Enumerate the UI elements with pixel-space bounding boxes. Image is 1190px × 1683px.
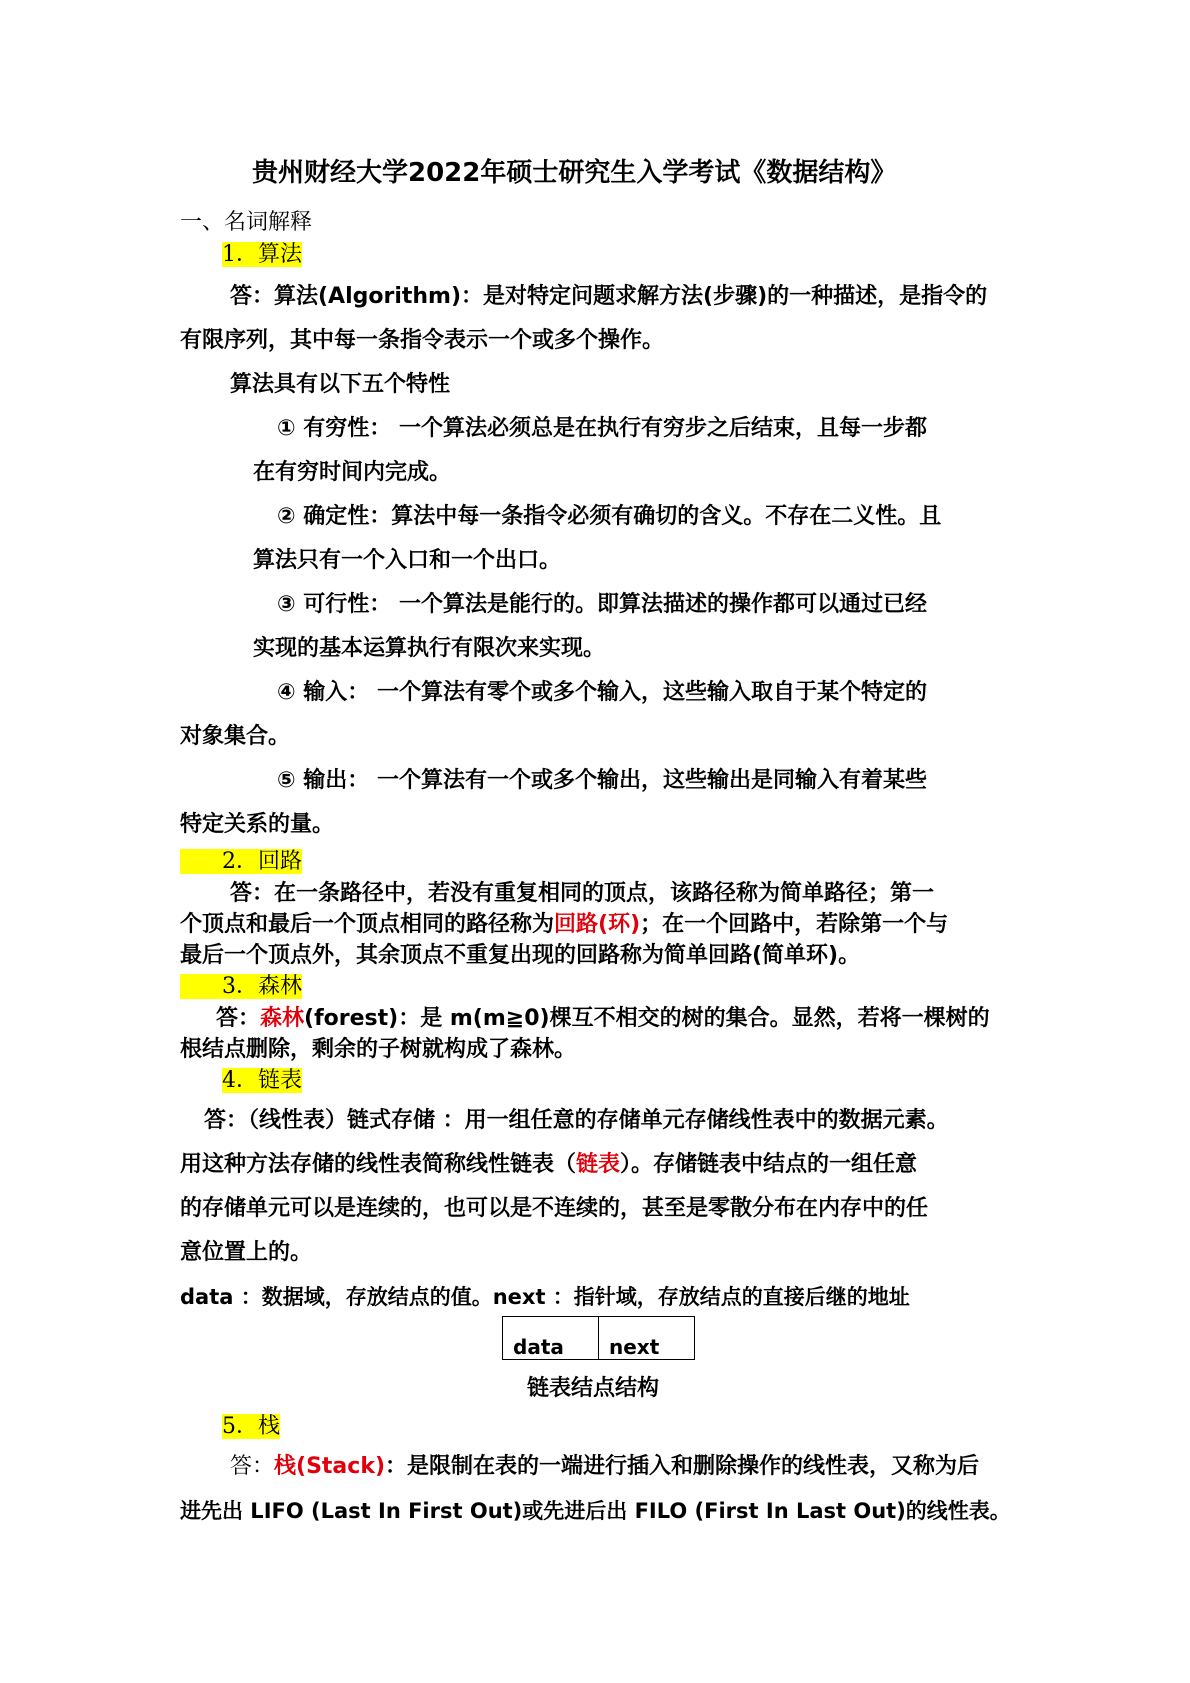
answer-text: (forest)：是 m(m≧0)棵互不相交的树的集合。显然，若将一棵树的: [304, 1006, 990, 1031]
field-description: data ：数据域，存放结点的值。next ：指针域，存放结点的直接后继的地址: [180, 1285, 910, 1309]
answer-line: 答：算法(Algorithm)：是对特定问题求解方法(步骤)的一种描述，是指令的: [230, 284, 988, 309]
key-term: 链表: [576, 1152, 621, 1177]
node-cell-data: data: [503, 1317, 599, 1360]
answer-line: 有限序列，其中每一条指令表示一个或多个操作。: [180, 328, 665, 353]
property-line: ③ 可行性： 一个算法是能行的。即算法描述的操作都可以通过已经: [277, 592, 927, 617]
answer-line: [216, 1004, 990, 1034]
property-line: ① 有穷性： 一个算法必须总是在执行有穷步之后结束，且每一步都: [277, 416, 927, 441]
property-line: ④ 输入： 一个算法有零个或多个输入，这些输入取自于某个特定的: [277, 680, 927, 705]
answer-line: 答：（线性表）链式存储 ：用一组任意的存储单元存储线性表中的数据元素。: [204, 1108, 949, 1133]
answer-line: 意位置上的。: [180, 1240, 313, 1265]
term-highlight: 1．算法: [222, 242, 302, 267]
answer-line: 根结点删除，剩余的子树就构成了森林。: [180, 1037, 577, 1062]
answer-line: 的存储单元可以是连续的，也可以是不连续的，甚至是零散分布在内存中的任: [180, 1196, 929, 1221]
answer-line: [180, 910, 948, 940]
key-term: 森林: [260, 1006, 305, 1031]
answer-text: ）。存储链表中结点的一组任意: [620, 1152, 918, 1177]
linked-list-node-diagram: [502, 1316, 695, 1360]
key-term: 回路(环): [554, 912, 641, 937]
answer-line: 算法具有以下五个特性: [230, 372, 451, 397]
answer-line: 进先出 LIFO (Last In First Out)或先进后出 FILO (First In Last Out)的线性表。: [180, 1499, 1011, 1523]
answer-line: 最后一个顶点外，其余顶点不重复出现的回路称为简单回路(简单环)。: [180, 943, 861, 968]
property-line: 在有穷时间内完成。: [253, 460, 452, 485]
property-line: 算法只有一个入口和一个出口。: [253, 548, 562, 573]
answer-line: [180, 1150, 917, 1180]
property-line: 对象集合。: [180, 724, 291, 749]
term-highlight: 3．森林: [180, 974, 302, 999]
term-heading-forest: [180, 972, 302, 1002]
answer-text: 个顶点和最后一个顶点相同的路径称为: [180, 912, 555, 937]
term-heading-algorithm: [222, 240, 302, 270]
section-heading: 一、名词解释: [180, 210, 313, 235]
term-highlight: 4．链表: [222, 1068, 302, 1093]
key-term: 栈(Stack): [274, 1454, 386, 1479]
answer-line: [230, 1452, 979, 1482]
answer-text: ：是限制在表的一端进行插入和删除操作的线性表，又称为后: [385, 1454, 980, 1479]
answer-text: 用这种方法存储的线性表简称线性链表（: [180, 1152, 577, 1177]
property-line: 实现的基本运算执行有限次来实现。: [253, 636, 606, 661]
answer-text: ；在一个回路中，若除第一个与: [640, 912, 949, 937]
answer-line: 答：在一条路径中，若没有重复相同的顶点，该路径称为简单路径；第一: [230, 881, 935, 906]
answer-text: 答：: [216, 1006, 261, 1031]
diagram-caption: 链表结点结构: [527, 1376, 660, 1401]
term-highlight: 2．回路: [180, 849, 302, 874]
page-title: 贵州财经大学2022年硕士研究生入学考试《数据结构》: [252, 158, 897, 188]
property-line: 特定关系的量。: [180, 812, 335, 837]
term-heading-linked-list: [222, 1066, 302, 1096]
term-heading-circuit: [180, 847, 302, 877]
property-line: ② 确定性：算法中每一条指令必须有确切的含义。不存在二义性。且: [277, 504, 942, 529]
property-line: ⑤ 输出： 一个算法有一个或多个输出，这些输出是同输入有着某些: [277, 768, 927, 793]
term-heading-stack: [222, 1412, 280, 1442]
term-highlight: 5．栈: [222, 1414, 280, 1439]
answer-text: 答：: [230, 1454, 275, 1479]
node-cell-next: next: [599, 1317, 695, 1360]
